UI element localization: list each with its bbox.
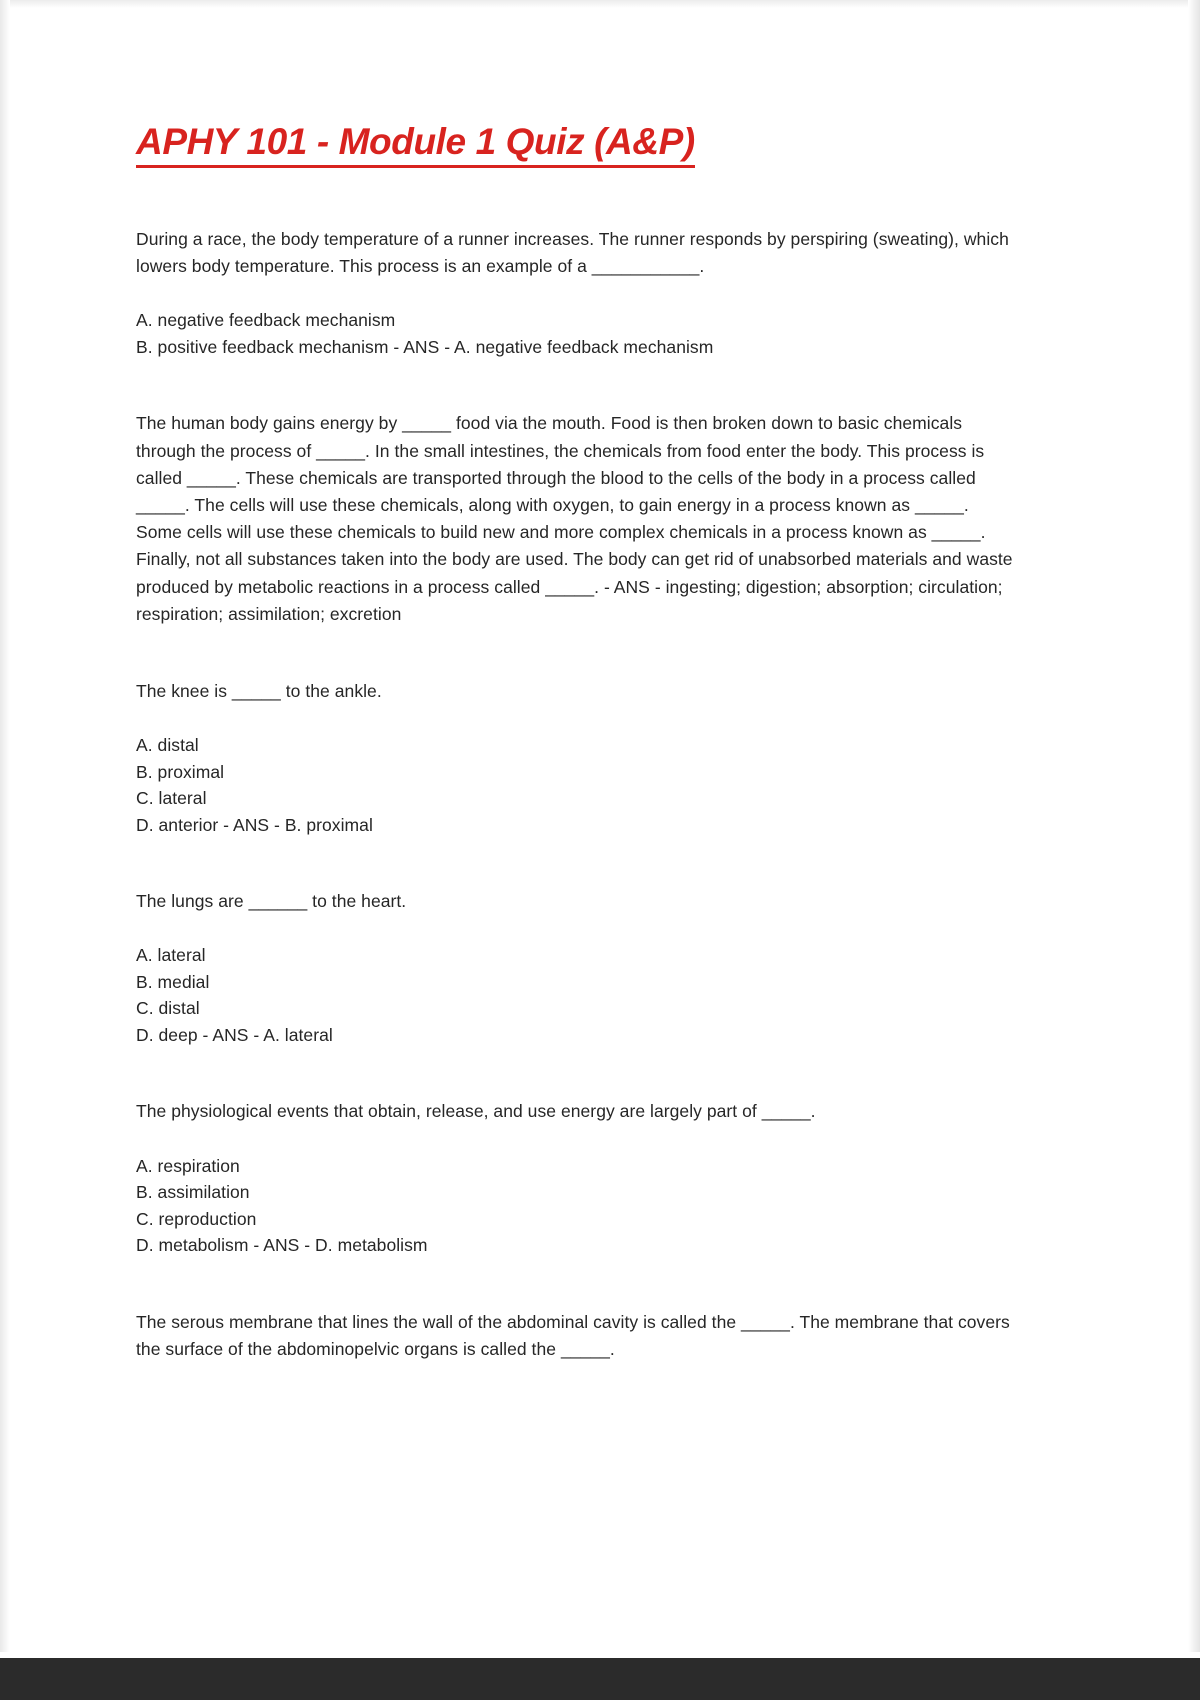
- option-item[interactable]: A. distal: [136, 735, 199, 756]
- option-item[interactable]: C. distal: [136, 998, 200, 1019]
- option-item[interactable]: D. deep - ANS - A. lateral: [136, 1024, 333, 1045]
- option-item[interactable]: C. lateral: [136, 788, 207, 809]
- question-prompt: The knee is _____ to the ankle.: [136, 681, 382, 702]
- option-item[interactable]: D. anterior - ANS - B. proximal: [136, 814, 373, 835]
- option-item[interactable]: C. reproduction: [136, 1208, 257, 1229]
- page-title: APHY 101 - Module 1 Quiz (A&P): [136, 120, 695, 168]
- question-prompt: During a race, the body temperature of a runner increases. The runner responds by perspiring (sweating), which lowers body temperature. This process is an example of a ___________.: [136, 229, 1009, 277]
- question-prompt: The lungs are ______ to the heart.: [136, 891, 407, 912]
- option-list: [136, 307, 1016, 360]
- scan-edge-top: [0, 0, 1200, 8]
- option-list: [136, 732, 1016, 838]
- question-prompt: The serous membrane that lines the wall of the abdominal cavity is called the _____. The membrane that covers the surface of the abdominopelvic organs is called the _____.: [136, 1311, 1010, 1359]
- option-item[interactable]: B. assimilation: [136, 1182, 250, 1203]
- option-item[interactable]: B. positive feedback mechanism - ANS - A. negative feedback mechanism: [136, 336, 714, 357]
- question-block-6: [136, 1309, 1016, 1363]
- question-block-4: [136, 888, 1016, 1048]
- option-item[interactable]: B. medial: [136, 971, 210, 992]
- question-block-2: [136, 410, 1016, 628]
- document-content: [136, 120, 1016, 1391]
- question-block-5: [136, 1098, 1016, 1258]
- option-item[interactable]: D. metabolism - ANS - D. metabolism: [136, 1235, 428, 1256]
- question-block-1: [136, 226, 1016, 360]
- page-footer-bar: [0, 1658, 1200, 1700]
- question-prompt: The physiological events that obtain, release, and use energy are largely part of _____.: [136, 1101, 816, 1122]
- option-item[interactable]: A. lateral: [136, 945, 206, 966]
- question-list: [136, 226, 1016, 1363]
- scan-edge-right: [1188, 0, 1200, 1700]
- spacer: [136, 388, 1016, 410]
- option-list: [136, 1153, 1016, 1259]
- question-block-3: [136, 678, 1016, 838]
- question-prompt: The human body gains energy by _____ food via the mouth. Food is then broken down to basic chemicals through the process of _____. In the small intestines, the chemicals from food enter the body. This process is called _____. These chemicals are transported through the blood to the cells of the body in a process called _____. The cells will use these chemicals, along with oxygen, to gain energy in a process known as _____. Some cells will use these chemicals to build new and more complex chemicals in a process known as _____. Finally, not all substances taken into the body are used. The body can get rid of unabsorbed materials and waste produced by metabolic reactions in a process called _____. - ANS - ingesting; digestion; absorption; circulation; respiration; assimilation; excretion: [136, 413, 1013, 624]
- option-list: [136, 942, 1016, 1048]
- spacer: [136, 656, 1016, 678]
- option-item[interactable]: A. respiration: [136, 1155, 240, 1176]
- scan-edge-left: [0, 0, 10, 1700]
- spacer: [136, 1076, 1016, 1098]
- option-item[interactable]: B. proximal: [136, 761, 225, 782]
- spacer: [136, 866, 1016, 888]
- spacer: [136, 1287, 1016, 1309]
- option-item[interactable]: A. negative feedback mechanism: [136, 310, 396, 331]
